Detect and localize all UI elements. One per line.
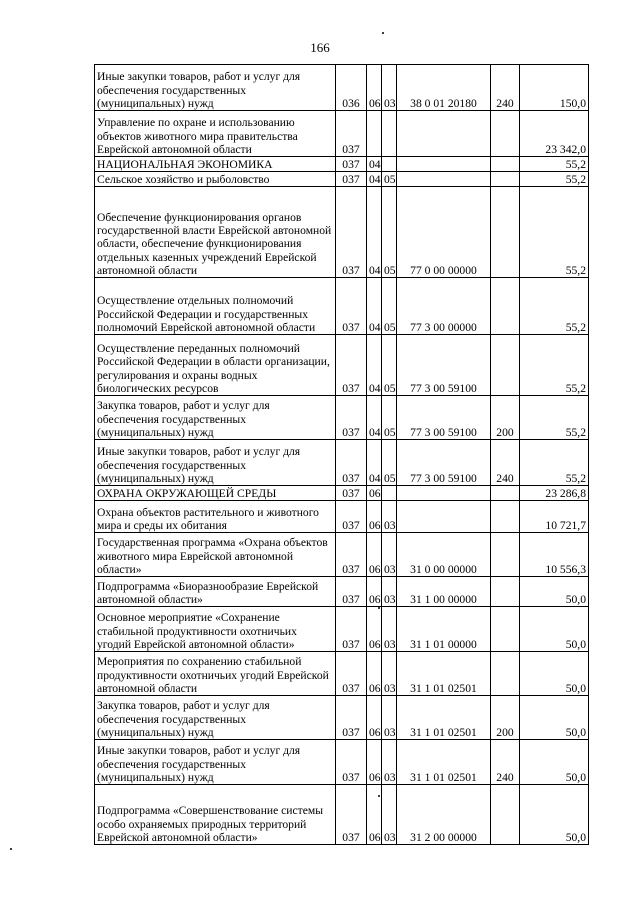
table-row	[95, 696, 589, 740]
cell-csr: 31 1 01 02501	[397, 740, 491, 785]
cell-ved: 037	[336, 111, 367, 157]
cell-sum: 55,2	[520, 396, 589, 440]
cell-ved: 037	[336, 335, 367, 396]
cell-sum: 55,2	[520, 157, 589, 172]
cell-csr: 31 1 01 00000	[397, 607, 491, 652]
cell-rz: 04	[367, 440, 382, 486]
cell-vr	[491, 111, 520, 157]
cell-sum: 50,0	[520, 740, 589, 785]
cell-vr	[491, 486, 520, 501]
cell-rz: 06	[367, 577, 382, 607]
cell-sum: 10 721,7	[520, 501, 589, 533]
cell-sum: 55,2	[520, 440, 589, 486]
cell-csr	[397, 157, 491, 172]
cell-vr: 200	[491, 396, 520, 440]
cell-vr	[491, 533, 520, 577]
cell-rz: 06	[367, 740, 382, 785]
table-row	[95, 440, 589, 486]
cell-vr	[491, 172, 520, 187]
cell-name: Подпрограмма «Биоразнообразие Еврейской автономной области»	[95, 577, 336, 607]
cell-ved: 036	[336, 65, 367, 111]
cell-name: Сельское хозяйство и рыболовство	[95, 172, 336, 187]
cell-sum: 50,0	[520, 652, 589, 696]
cell-rz: 04	[367, 157, 382, 172]
cell-csr: 31 0 00 00000	[397, 533, 491, 577]
cell-rz: 06	[367, 533, 382, 577]
cell-csr: 77 3 00 59100	[397, 440, 491, 486]
cell-name: Охрана объектов растительного и животного мира и среды их обитания	[95, 501, 336, 533]
cell-rz: 04	[367, 187, 382, 278]
scan-speck	[378, 795, 380, 797]
cell-pr: 03	[382, 577, 397, 607]
cell-rz: 06	[367, 652, 382, 696]
cell-ved: 037	[336, 785, 367, 845]
cell-sum: 50,0	[520, 577, 589, 607]
table-row	[95, 607, 589, 652]
table-row	[95, 396, 589, 440]
cell-ved: 037	[336, 396, 367, 440]
cell-pr: 03	[382, 607, 397, 652]
table-row	[95, 577, 589, 607]
scan-speck	[382, 32, 384, 34]
table-row	[95, 157, 589, 172]
cell-csr	[397, 172, 491, 187]
table-row	[95, 652, 589, 696]
cell-vr	[491, 607, 520, 652]
cell-rz: 06	[367, 486, 382, 501]
cell-sum: 55,2	[520, 172, 589, 187]
cell-name: Обеспечение функционирования органов государственной власти Еврейской автономной области, обеспечение функционирования отдельных казенных учреждений Еврейской автономной области	[95, 187, 336, 278]
cell-pr: 05	[382, 278, 397, 335]
cell-ved: 037	[336, 696, 367, 740]
cell-ved: 037	[336, 740, 367, 785]
table-row	[95, 785, 589, 845]
cell-sum: 10 556,3	[520, 533, 589, 577]
cell-csr	[397, 486, 491, 501]
table-row	[95, 111, 589, 157]
cell-csr: 31 2 00 00000	[397, 785, 491, 845]
cell-sum: 23 342,0	[520, 111, 589, 157]
cell-name: Осуществление переданных полномочий Российской Федерации в области организации, регулирования и охраны водных биологических ресурсов	[95, 335, 336, 396]
table-row	[95, 172, 589, 187]
cell-name: Иные закупки товаров, работ и услуг для обеспечения государственных (муниципальных) нужд	[95, 740, 336, 785]
cell-ved: 037	[336, 278, 367, 335]
cell-csr: 77 3 00 00000	[397, 278, 491, 335]
cell-sum: 23 286,8	[520, 486, 589, 501]
cell-name: Иные закупки товаров, работ и услуг для обеспечения государственных (муниципальных) нужд	[95, 440, 336, 486]
cell-pr: 05	[382, 187, 397, 278]
cell-vr	[491, 652, 520, 696]
cell-ved: 037	[336, 172, 367, 187]
scan-speck	[378, 607, 380, 609]
cell-sum: 55,2	[520, 335, 589, 396]
cell-pr: 03	[382, 533, 397, 577]
cell-pr: 03	[382, 501, 397, 533]
cell-csr: 31 1 01 02501	[397, 652, 491, 696]
cell-csr	[397, 501, 491, 533]
table-row	[95, 65, 589, 111]
scan-speck	[10, 848, 12, 850]
cell-name: Закупка товаров, работ и услуг для обеспечения государственных (муниципальных) нужд	[95, 396, 336, 440]
cell-rz: 04	[367, 396, 382, 440]
cell-sum: 55,2	[520, 187, 589, 278]
cell-name: Управление по охране и использованию объектов животного мира правительства Еврейской автономной области	[95, 111, 336, 157]
cell-sum: 50,0	[520, 696, 589, 740]
cell-rz: 06	[367, 696, 382, 740]
cell-csr: 77 3 00 59100	[397, 335, 491, 396]
cell-pr: 03	[382, 696, 397, 740]
cell-sum: 55,2	[520, 278, 589, 335]
page-number: 166	[310, 40, 330, 55]
cell-vr	[491, 157, 520, 172]
table-row	[95, 187, 589, 278]
cell-sum: 50,0	[520, 785, 589, 845]
cell-rz: 06	[367, 607, 382, 652]
cell-name: Иные закупки товаров, работ и услуг для обеспечения государственных (муниципальных) нужд	[95, 65, 336, 111]
cell-rz	[367, 111, 382, 157]
cell-sum: 50,0	[520, 607, 589, 652]
cell-vr: 200	[491, 696, 520, 740]
cell-pr	[382, 111, 397, 157]
cell-csr: 31 1 01 02501	[397, 696, 491, 740]
cell-name: ОХРАНА ОКРУЖАЮЩЕЙ СРЕДЫ	[95, 486, 336, 501]
cell-rz: 06	[367, 65, 382, 111]
cell-rz: 06	[367, 501, 382, 533]
cell-vr	[491, 501, 520, 533]
cell-pr: 05	[382, 335, 397, 396]
cell-ved: 037	[336, 533, 367, 577]
cell-name: Осуществление отдельных полномочий Российской Федерации и государственных полномочий Еврейской автономной области	[95, 278, 336, 335]
cell-rz: 06	[367, 785, 382, 845]
cell-vr: 240	[491, 740, 520, 785]
cell-rz: 04	[367, 335, 382, 396]
cell-pr	[382, 157, 397, 172]
cell-rz: 04	[367, 172, 382, 187]
cell-name: Основное мероприятие «Сохранение стабильной продуктивности охотничьих угодий Еврейской автономной области»	[95, 607, 336, 652]
cell-pr: 03	[382, 785, 397, 845]
cell-sum: 150,0	[520, 65, 589, 111]
cell-vr	[491, 278, 520, 335]
cell-pr: 05	[382, 172, 397, 187]
table-row	[95, 533, 589, 577]
cell-vr: 240	[491, 65, 520, 111]
cell-name: Закупка товаров, работ и услуг для обеспечения государственных (муниципальных) нужд	[95, 696, 336, 740]
cell-vr	[491, 187, 520, 278]
cell-vr	[491, 577, 520, 607]
cell-ved: 037	[336, 577, 367, 607]
cell-ved: 037	[336, 440, 367, 486]
cell-name: НАЦИОНАЛЬНАЯ ЭКОНОМИКА	[95, 157, 336, 172]
cell-ved: 037	[336, 607, 367, 652]
cell-vr	[491, 335, 520, 396]
cell-pr: 05	[382, 396, 397, 440]
budget-table-body	[95, 65, 589, 845]
cell-pr	[382, 486, 397, 501]
cell-csr: 31 1 00 00000	[397, 577, 491, 607]
table-row	[95, 501, 589, 533]
cell-pr: 03	[382, 652, 397, 696]
cell-ved: 037	[336, 652, 367, 696]
table-row	[95, 278, 589, 335]
cell-ved: 037	[336, 486, 367, 501]
cell-csr: 77 3 00 59100	[397, 396, 491, 440]
cell-csr	[397, 111, 491, 157]
cell-ved: 037	[336, 501, 367, 533]
cell-pr: 05	[382, 440, 397, 486]
table-row	[95, 335, 589, 396]
cell-ved: 037	[336, 187, 367, 278]
cell-pr: 03	[382, 65, 397, 111]
cell-name: Государственная программа «Охрана объектов животного мира Еврейской автономной области»	[95, 533, 336, 577]
cell-name: Мероприятия по сохранению стабильной продуктивности охотничьих угодий Еврейской автономной области	[95, 652, 336, 696]
table-row	[95, 486, 589, 501]
cell-vr: 240	[491, 440, 520, 486]
cell-pr: 03	[382, 740, 397, 785]
cell-csr: 38 0 01 20180	[397, 65, 491, 111]
budget-table	[94, 64, 589, 845]
cell-csr: 77 0 00 00000	[397, 187, 491, 278]
cell-ved: 037	[336, 157, 367, 172]
cell-vr	[491, 785, 520, 845]
table-row	[95, 740, 589, 785]
cell-name: Подпрограмма «Совершенствование системы особо охраняемых природных территорий Еврейской автономной области»	[95, 785, 336, 845]
cell-rz: 04	[367, 278, 382, 335]
